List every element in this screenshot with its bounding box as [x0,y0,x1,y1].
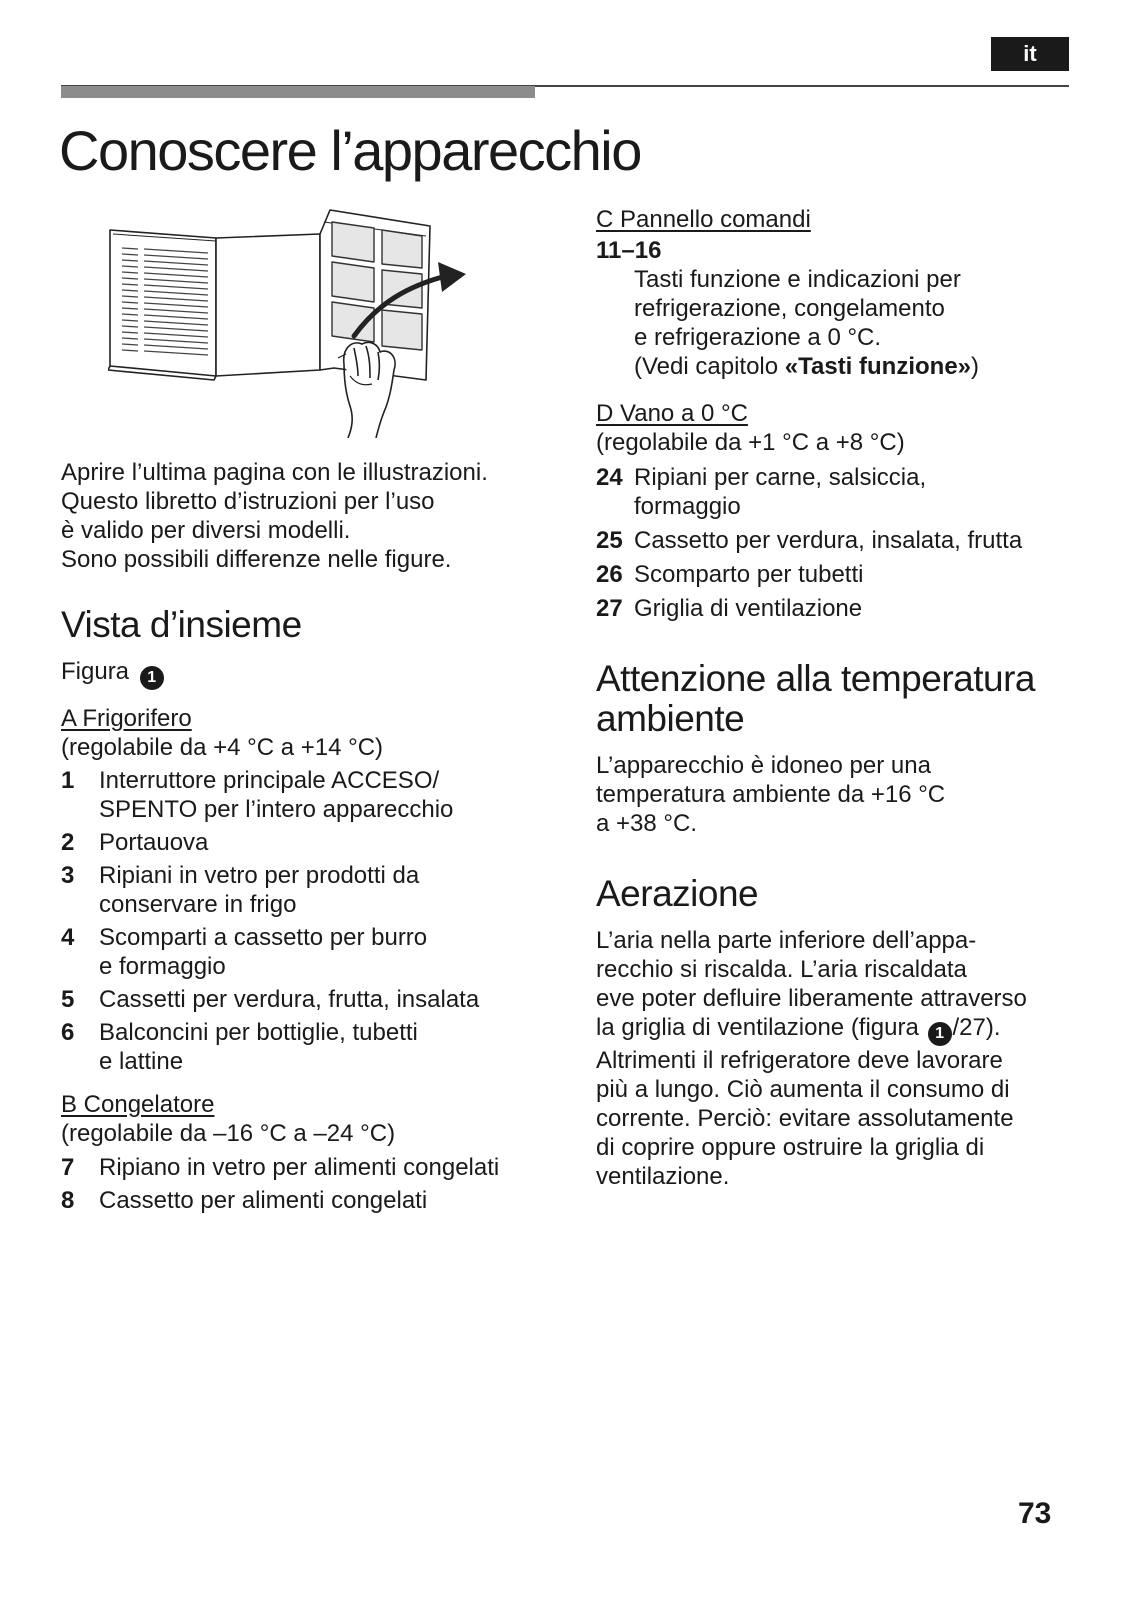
freezer-item-list [61,1153,541,1215]
control-panel-range: 11–16 [596,237,662,264]
right-column [596,205,1076,1191]
paragraph-line: ventilazione. [596,1162,730,1190]
ventilation-heading: Aerazione [596,873,759,914]
item-number: 6 [61,1018,75,1046]
ref-prefix: (Vedi capitolo [634,353,785,380]
list-item [61,828,541,857]
ref-suffix: /27). [952,1014,1001,1041]
ventilation-paragraph [596,926,1076,1191]
item-number: 4 [61,923,75,951]
fridge-heading: A Frigorifero [61,704,192,732]
ref-prefix: la griglia di ventilazione (figura [596,1014,926,1041]
intro-line: Questo libretto d’istruzioni per l’uso [61,488,435,515]
item-text: Cassetti per verdura, frutta, insalata [99,985,480,1013]
page-title: Conoscere l’apparecchio [59,119,641,182]
item-text: Scomparto per tubetti [634,561,864,588]
list-item [596,594,1076,623]
list-item [61,985,541,1014]
control-panel-heading: C Pannello comandi [596,206,811,233]
item-number: 8 [61,1186,75,1214]
paragraph-line-figure-ref [596,1013,1076,1046]
header-rule-accent [61,86,535,98]
list-item [61,861,541,919]
list-item [596,463,1076,521]
ref-chapter: «Tasti funzione» [784,353,972,380]
control-panel-description [596,265,1076,381]
fridge-item-list [61,766,541,1076]
paragraph-line: più a lungo. Ciò aumenta il consumo di [596,1075,1010,1103]
item-text: SPENTO per l’intero apparecchio [99,795,454,823]
paragraph-line: Altrimenti il refrigeratore deve lavorare [596,1046,1003,1074]
ref-suffix: ) [971,353,980,380]
intro-line: Aprire l’ultima pagina con le illustrazioni. [61,459,488,486]
item-number: 3 [61,861,75,889]
figure-number-badge: 1 [928,1022,952,1046]
item-text: Ripiano in vetro per alimenti congelati [99,1153,500,1181]
language-tab: it [991,37,1069,71]
item-text: formaggio [634,493,741,520]
ambient-paragraph [596,751,1076,838]
list-item [61,1018,541,1076]
item-number: 2 [61,828,75,856]
item-number: 7 [61,1153,75,1181]
item-text: Portauova [99,828,209,856]
paragraph-line: recchio si riscalda. L’aria riscaldata [596,956,967,983]
freezer-heading: B Congelatore [61,1090,215,1118]
item-number: 1 [61,766,75,794]
description-line: refrigerazione, congelamento [634,295,945,322]
item-number: 5 [61,985,75,1013]
list-item [61,923,541,981]
item-number: 25 [596,527,623,554]
item-number: 27 [596,595,623,622]
zero-compartment-item-list [596,463,1076,623]
item-text: Balconcini per bottiglie, tubetti [99,1018,418,1046]
item-number: 26 [596,561,623,588]
item-text: conservare in frigo [99,890,297,918]
paragraph-line: corrente. Perciò: evitare assolutamente [596,1104,1014,1132]
page-number: 73 [1018,1497,1052,1530]
item-text: Cassetto per alimenti congelati [99,1186,428,1214]
freezer-range: (regolabile da –16 °C a –24 °C) [61,1119,396,1147]
intro-paragraph [61,458,541,574]
item-text: Cassetto per verdura, insalata, frutta [634,527,1023,554]
item-text: Scomparti a cassetto per burro [99,923,428,951]
paragraph-line: L’aria nella parte inferiore dell’appa- [596,927,977,954]
figure-reference [61,657,541,690]
paragraph-line: L’apparecchio è idoneo per una [596,752,931,779]
list-item [596,560,1076,589]
paragraph-line: a +38 °C. [596,810,697,837]
item-text: e formaggio [99,952,226,980]
ambient-heading [596,659,1076,739]
description-line: Tasti funzione e indicazioni per [634,266,961,293]
intro-line: è valido per diversi modelli. [61,517,351,544]
paragraph-line: di coprire oppure ostruire la griglia di [596,1133,985,1161]
description-line: e refrigerazione a 0 °C. [634,324,882,351]
left-column [61,458,541,1215]
intro-line: Sono possibili differenze nelle figure. [61,546,452,573]
zero-compartment-range: (regolabile da +1 °C a +8 °C) [596,429,905,456]
figure-label: Figura [61,658,130,685]
paragraph-line: eve poter defluire liberamente attraverso [596,985,1027,1012]
item-text: Griglia di ventilazione [634,595,863,622]
paragraph-line: temperatura ambiente da +16 °C [596,781,946,808]
chapter-reference [634,352,1076,381]
item-text: e lattine [99,1047,184,1075]
list-item [61,1153,541,1182]
item-number: 24 [596,464,623,491]
list-item [61,766,541,824]
figure-number-badge: 1 [140,666,164,690]
heading-line: ambiente [596,698,745,739]
list-item [61,1186,541,1215]
overview-heading: Vista d’insieme [61,604,302,645]
fridge-range: (regolabile da +4 °C a +14 °C) [61,733,384,761]
zero-compartment-heading: D Vano a 0 °C [596,400,748,427]
open-booklet-illustration [108,208,468,438]
item-text: Interruttore principale ACCESO/ [99,766,440,794]
list-item [596,526,1076,555]
heading-line: Attenzione alla temperatura [596,658,1035,699]
item-text: Ripiani in vetro per prodotti da [99,861,420,889]
item-text: Ripiani per carne, salsiccia, [634,464,927,491]
